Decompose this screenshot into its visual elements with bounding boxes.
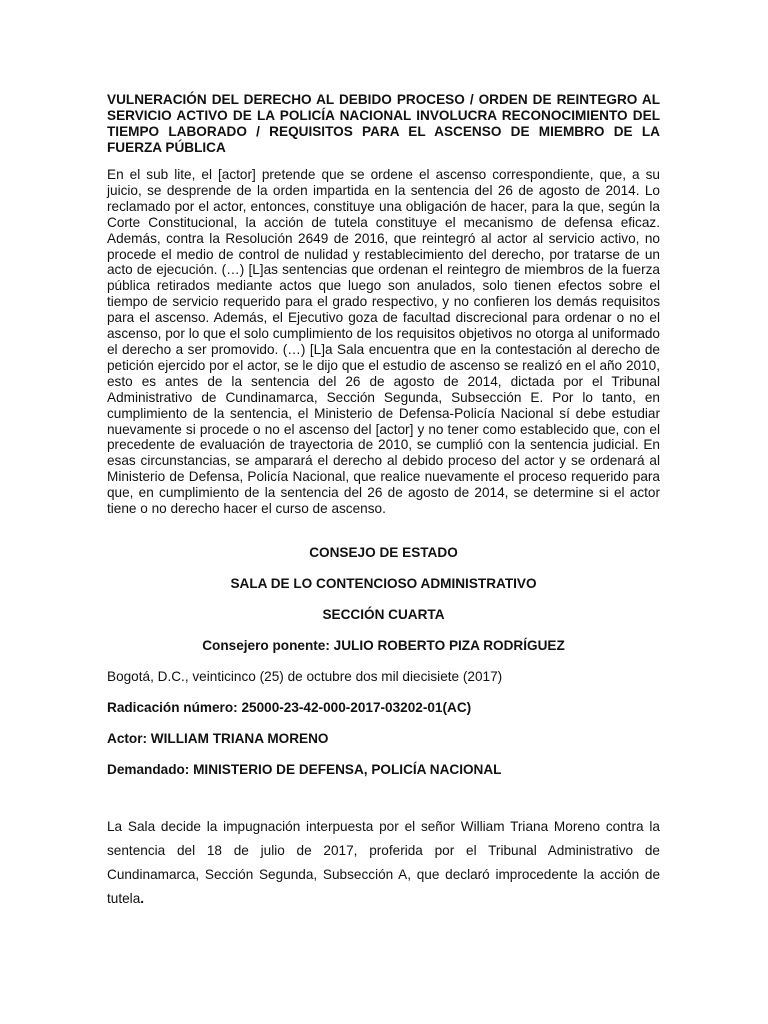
decision-text: La Sala decide la impugnación interpuesta por el señor William Triana Moreno contra la sentencia del 18 de julio de 2017, proferida por el Tribunal Administrativo de Cundinamarca, Sección Segunda, Subsección A, que declaró improcedente la acción de tutela <box>107 818 660 906</box>
court-name: CONSEJO DE ESTADO <box>309 544 458 560</box>
radicacion-line: Radicación número: 25000-23-42-000-2017-03202-01(AC) <box>107 699 472 715</box>
judge-line: Consejero ponente: JULIO ROBERTO PIZA RODRÍGUEZ <box>202 637 565 653</box>
summary-paragraph: En el sub lite, el [actor] pretende que se ordene el ascenso correspondiente, que, a su juicio, se desprende de la orden impartida en la sentencia del 26 de agosto de 2014. Lo reclamado por el actor, entonces, constituye una obligación de hacer, para la que, según la Corte Constitucional, la acción de tutela constituye el mecanismo de defensa eficaz. Además, contra la Resolución 2649 de 2016, que reintegró al actor al servicio activo, no procede el medio de control de nulidad y restablecimiento del derecho, por tratarse de un acto de ejecución. (…) [L]as sentencias que ordenan el reintegro de miembros de la fuerza pública retirados mediante actos que luego son anulados, solo tienen efectos sobre el tiempo de servicio requerido para el grado respectivo, y no confieren los demás requisitos para el ascenso. Además, el Ejecutivo goza de facultad discrecional para ordenar o no el ascenso, por lo que el solo cumplimiento de los requisitos objetivos no otorga al uniformado el derecho a ser promovido. (…) [L]a Sala encuentra que en la contestación al derecho de petición ejercido por el actor, se le dijo que el estudio de ascenso se realizó en el año 2010, esto es antes de la sentencia del 26 de agosto de 2014, dictada por el Tribunal Administrativo de Cundinamarca, Sección Segunda, Subsección E. Por lo tanto, en cumplimiento de la sentencia, el Ministerio de Defensa-Policía Nacional sí debe estudiar nuevamente si procede o no el ascenso del [actor] y no tener como establecido que, con el precedente de evaluación de trayectoria de 2010, se cumplió con la sentencia judicial. En esas circunstancias, se amparará el derecho al debido proceso del actor y se ordenará al Ministerio de Defensa, Policía Nacional, que realice nuevamente el proceso requerido para que, en cumplimiento de la sentencia del 26 de agosto de 2014, se determine si el actor tiene o no derecho hacer el curso de ascenso. <box>107 167 660 517</box>
date-line: Bogotá, D.C., veinticinco (25) de octubre dos mil diecisiete (2017) <box>107 668 503 684</box>
decision-paragraph <box>107 815 660 911</box>
demandado-line: Demandado: MINISTERIO DE DEFENSA, POLICÍA NACIONAL <box>107 761 502 777</box>
document-page <box>107 92 660 911</box>
actor-line: Actor: WILLIAM TRIANA MORENO <box>107 730 329 746</box>
court-section: SECCIÓN CUARTA <box>322 606 445 622</box>
court-chamber: SALA DE LO CONTENCIOSO ADMINISTRATIVO <box>230 575 537 591</box>
decision-period: . <box>140 890 145 906</box>
summary-heading: VULNERACIÓN DEL DERECHO AL DEBIDO PROCESO / ORDEN DE REINTEGRO AL SERVICIO ACTIVO DE LA POLICÍA NACIONAL INVOLUCRA RECONOCIMIENTO DEL TIEMPO LABORADO / REQUISITOS PARA EL ASCENSO DE MIEMBRO DE LA FUERZA PÚBLICA <box>107 92 660 155</box>
